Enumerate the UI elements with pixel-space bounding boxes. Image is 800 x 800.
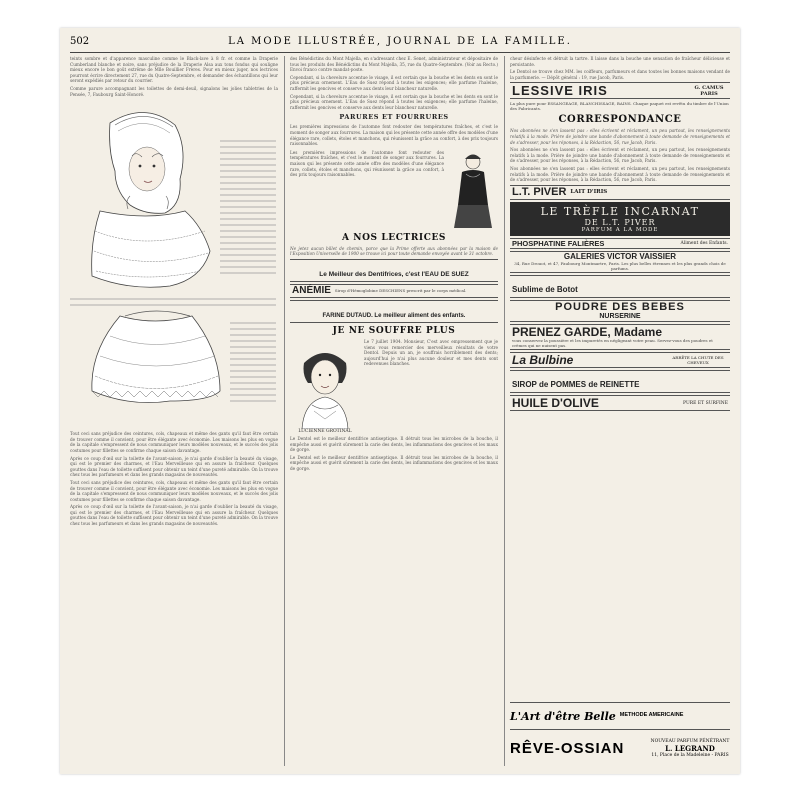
- portrait-caption: LUCIENNE GROTINAL: [298, 428, 352, 434]
- ad-sublime-botot: Sublime de Botot: [510, 275, 730, 298]
- correspondance-text: Nos abonnées ne s'en lassent pas : elles écrivent et réclament, un peu partout, les renseignements relatifs à la mode. Prière de joindre une bande d'abonnement à toute demande de renseignements et de s'adresser, pour les réponses, à la Rédaction, 56, rue Jacob, Paris.: [510, 128, 730, 145]
- ad-huile-olive: HUILE D'OLIVE PURE ET SURFINE: [512, 396, 728, 411]
- correspondance-heading: CORRESPONDANCE: [558, 114, 682, 126]
- column-right: [510, 56, 730, 700]
- ad-bulbine: La Bulbine ARRÊTE LA CHUTE DES CHEVEUX: [510, 352, 730, 368]
- col2-para-2-repeat: Cependant, si la chevelure accentue le visage, il est certain que la bouche et les dents en sont le plus précieux ornement. L'Eau de Suez répond à toutes les exigences; elle parfume l'haleine, raffermit les gencives et conserve aux dents leur blancheur naturelle.: [290, 93, 498, 110]
- col2-para-1: des Bénédictins du Mont Majella, en s'adressant chez E. Senet, administrateur et dépositaire de tous les produits des Bénédictins du Mont Majella, 35, rue du Quatre-Septembre. (Voir au Recto.) Envoi franco contre mandat-poste.: [290, 56, 498, 73]
- ad-art-etre-belle: L'Art d'être Belle METHODE AMERICAINE: [510, 702, 730, 730]
- column-left: [70, 56, 278, 766]
- ad-trefle-incarnat: LE TRÈFLE INCARNAT DE L.T. PIVER PARFUM A LA MODE: [510, 202, 730, 236]
- column-middle: [290, 56, 498, 766]
- ad-sirop-pommes: SIROP de POMMES de REINETTE: [510, 370, 730, 393]
- col1-para-3: Tout ceci sans préjudice des ceintures, cols, chapeaux et même des gants qu'il faut être certain de trouver comme il convient, pour être élégante avec économie. Les maisons les plus en vogue de la capitale s'empressent de nous communiquer leurs modèles nouveaux, et le succès des jolis costumes pour fillettes se confirme chaque saison davantage.: [70, 431, 278, 453]
- col2-final-text: Le Dentol est le meilleur dentifrice antiseptique. Il détruit tous les microbes de la bouche, il empêche aussi et guérit sûrement la carie des dents, les inflammations des gencives et les maux de gorge.: [290, 435, 498, 453]
- journal-title: LA MODE ILLUSTRÉE, JOURNAL DE LA FAMILLE.: [228, 36, 572, 47]
- lectrices-text: Ne jetez aucun billet de chemin, parce que la Prime offerte aux abonnées par la maison de l'Exposition Universelle de 1900 se trouve ici pour toute demande envoyée avant le 31 octobre.: [290, 245, 498, 257]
- ad-phosphatine: PHOSPHATINE FALIÈRES Aliment des Enfants.: [512, 238, 728, 248]
- ad-poudre-bebes: POUDRE DES BEBES NURSERINE: [510, 300, 730, 322]
- ad-galeries-vaissier: GALERIES VICTOR VAISSIER 34, Rue Drouot, et 47, Faubourg Montmartre, Paris. Les plus belles étrennes et les plus grands chois de parfums.: [510, 251, 730, 273]
- portrait-block: [290, 339, 360, 434]
- col1-para-4: Après ce coup d'œil sur la toilette de l'avant-saison, je n'ai garde d'oublier la beauté du visage, qui est le premier des charmes, et l'Eau Merveilleuse qui en assure la fraîcheur. Quelques gouttes dans l'eau de toilette suffisent pour obtenir un teint d'une pureté admirable. On la trouve chez tous les parfumeurs et dans les grands magasins de nouveautés.: [70, 455, 278, 478]
- testimonial-block: [290, 339, 498, 434]
- ad-anemie: ANÉMIE Sirop d'Hémoglobine DESCHIENS prescrit par le corps médical.: [290, 284, 498, 298]
- parures-text-2: Les premières impressions de l'automne font redouter des températures fraîches, et c'est le moment de songer aux fourrures. La maison qui les présente cette année offre des modèles d'une élégance rare, collets, étoles et manchons, qui réunissent la grâce au confort, à des prix toujours raisonnables.: [290, 149, 444, 178]
- parures-text: Les premières impressions de l'automne font redouter des températures fraîches, et c'est le moment de songer aux fourrures. La maison qui les présente cette année offre des modèles d'une élégance rare, collets, étoles et manchons, qui réunissent la grâce au confort, à des prix toujours raisonnables.: [290, 124, 498, 147]
- illustration-block: [70, 101, 278, 431]
- col1-para-1: teints sombre et d'apparence masculine comme le Black-lave à 8 fr. et comme la Draperie Cumberland blanche et noire, sans préjudice de la Draperie Alsa aux tons fondus qui souligne mieux encore le bon goût extrême de Mlle Bouillier Frères. Pour en mieux juger, nos lectrices pourront écrire directement 27, rue du Quatre-Septembre, et demander des échantillons qui leur seront expédiés par retour du courrier.: [70, 56, 278, 84]
- ad-eau-de-suez: Le Meilleur des Dentifrices, c'est l'EAU DE SUEZ: [290, 259, 498, 282]
- souffre-text: Le 7 juillet 1904. Monsieur, C'est avec empressement que je viens vous remercier des merveilleux résultats de votre Dentol. Depuis un an, je souffrais horriblement des dents; aujourd'hui je n'ai plus aucune douleur et mes dents sont redevenues blanches.: [364, 338, 498, 367]
- portrait-illustration: [290, 339, 360, 429]
- column-rule-2: [504, 56, 505, 766]
- column-rule-1: [284, 56, 285, 766]
- ad-farine-dutaud: FARINE DUTAUD. Le meilleur aliment des enfants.: [290, 300, 498, 323]
- child-bonnet-illustration: [70, 101, 278, 431]
- col1-para-3-repeat: Tout ceci sans préjudice des ceintures, cols, chapeaux et même des gants qu'il faut être certain de trouver comme il convient, pour être élégante avec économie. Les maisons les plus en vogue de la capitale s'empressent de nous communiquer leurs modèles nouveaux, et le succès des jolis costumes pour fillettes se confirme chaque saison davantage.: [70, 479, 278, 502]
- ad-prenez-garde: PRENEZ GARDE, Madame vous conservez la poussière et les impuretés en négligeant votre peau. Servez-vous des poudres et crèmes qui ne nuisent pas.: [510, 324, 730, 350]
- parures-block: [290, 150, 498, 230]
- reve-ossian-info: NOUVEAU PARFUM PÉNÉTRANT L. LEGRAND 11, Place de la Madeleine - PARIS: [650, 738, 730, 758]
- col1-para-2: Comme parure accompagnant les toilettes de demi-deuil, signalons les jolies tabletries de la Pensée, 7, Faubourg Saint-Honoré.: [70, 85, 278, 97]
- ad-reve-ossian: RÊVE-OSSIAN NOUVEAU PARFUM PÉNÉTRANT L. LEGRAND 11, Place de la Madeleine - PARIS: [510, 738, 730, 758]
- col3-para-1: cheur désinfecte et détruit la tartre. Il laisse dans la bouche une sensation de fraîcheur délicieuse et persistante.: [510, 56, 730, 67]
- ad-lessive-iris: LESSIVE IRIS G. CAMUS PARIS: [510, 82, 730, 99]
- page-number: 502: [70, 36, 90, 47]
- page-header: [70, 36, 730, 53]
- col1-para-4-repeat: Après ce coup d'œil sur la toilette de l'avant-saison, je n'ai garde d'oublier la beauté du visage, qui est le premier des charmes, et l'Eau Merveilleuse qui en assure la fraîcheur. Quelques gouttes dans l'eau de toilette suffisent pour obtenir un teint d'une pureté admirable. On la trouve chez tous les parfumeurs et dans les grands magasins de nouveautés.: [70, 504, 278, 527]
- newspaper-page: [60, 28, 740, 774]
- ad-lessive-text: La plus pure pour ESSANGEAGE, BLANCHISSAGE, BAINS. Chaque paquet est revêtu du timbre de l'Union des Fabricants.: [510, 101, 729, 112]
- souffre-heading: JE NE SOUFFRE PLUS: [332, 325, 456, 336]
- correspondance-text-3: Nos abonnées ne s'en lassent pas : elles écrivent et réclament, un peu partout, les renseignements relatifs à la mode. Prière de joindre une bande d'abonnement à toute demande de renseignements et de s'adresser, pour les réponses, à la Rédaction, 56, rue Jacob, Paris.: [510, 165, 730, 183]
- col2-final-text-repeat: Le Dentol est le meilleur dentifrice antiseptique. Il détruit tous les microbes de la bouche, il empêche aussi et guérit sûrement la carie des dents, les inflammations des gencives et les maux de gorge.: [290, 454, 498, 471]
- col2-para-2: Cependant, si la chevelure accentue le visage, il est certain que la bouche et les dents en sont le plus précieux ornement. L'Eau de Suez répond à toutes les exigences; elle parfume l'haleine, raffermit les gencives et conserve aux dents leur blancheur naturelle.: [290, 74, 498, 91]
- col3-para-2: Le Dentol se trouve chez MM. les coiffeurs, parfumeurs et dans toutes les bonnes maisons vendant de la parfumerie. — Dépôt général : 19, rue Jacob, Paris.: [510, 69, 730, 80]
- lectrices-heading: A NOS LECTRICES: [341, 232, 447, 243]
- parures-heading: PARURES ET FOURRURES: [339, 113, 449, 122]
- ad-piver: L.T. PIVER LAIT D'IRIS: [510, 185, 730, 200]
- correspondance-text-2: Nos abonnées ne s'en lassent pas : elles écrivent et réclament, un peu partout, les renseignements relatifs à la mode. Prière de joindre une bande d'abonnement à toute demande de renseignements et de s'adresser, pour les réponses, à la Rédaction, 56, rue Jacob, Paris.: [510, 147, 730, 164]
- lady-bust-illustration: [448, 150, 498, 230]
